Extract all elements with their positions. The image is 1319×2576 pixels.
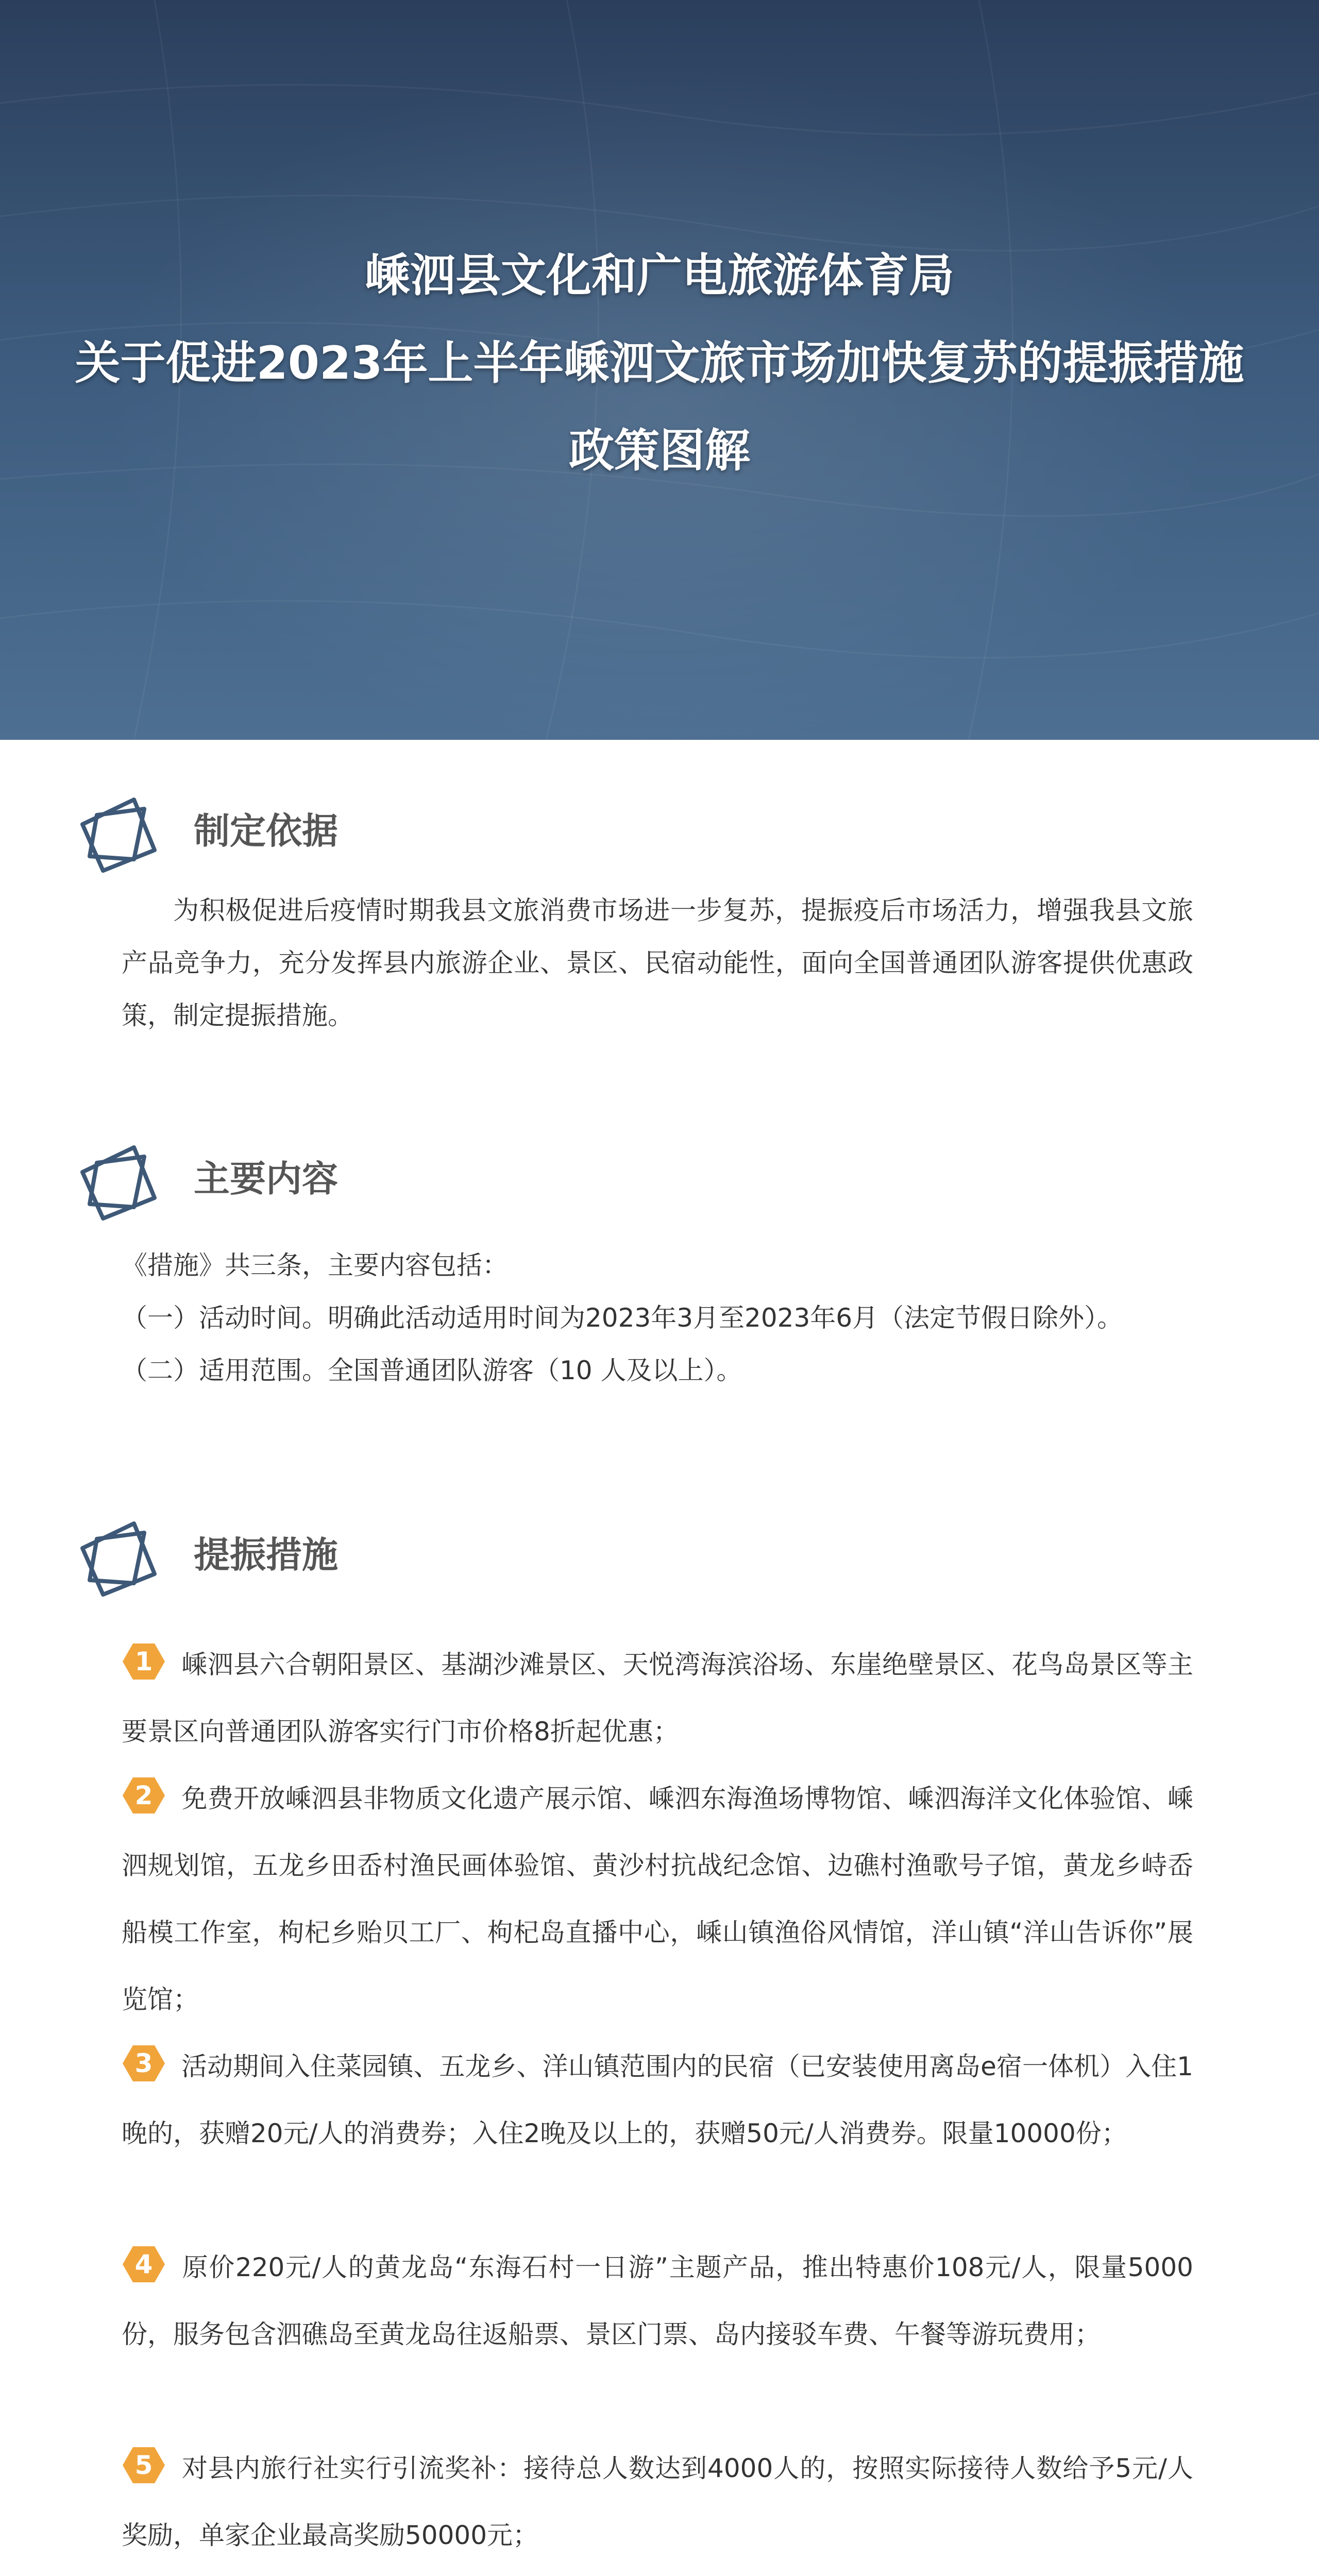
number-badge: 4 xyxy=(122,2245,166,2283)
measure-item-1 xyxy=(122,1631,1193,1765)
number-badge: 5 xyxy=(122,2446,166,2484)
measure-item-5 xyxy=(122,2435,1193,2569)
layered-frame-icon xyxy=(72,1136,165,1224)
basis-paragraph: 为积极促进后疫情时期我县文旅消费市场进一步复苏，提振疫后市场活力，增强我县文旅产品竞争力，充分发挥县内旅游企业、景区、民宿动能性，面向全国普通团队游客提供优惠政策，制定提振措施。 xyxy=(122,895,1193,1030)
measure-item-3 xyxy=(122,2033,1193,2167)
content-line-time: （一）活动时间。明确此活动适用时间为2023年3月至2023年6月（法定节假日除外）。 xyxy=(122,1303,1123,1333)
measure-text: 活动期间入住菜园镇、五龙乡、洋山镇范围内的民宿（已安装使用离岛e宿一体机）入住1晚的，获赠20元/人的消费券；入住2晚及以上的，获赠50元/人消费券。限量10000份； xyxy=(122,2052,1193,2148)
section-basis-title: 制定依据 xyxy=(194,810,338,852)
layered-frame-icon xyxy=(72,1512,165,1600)
number-badge: 1 xyxy=(122,1642,166,1681)
section-content-title: 主要内容 xyxy=(194,1158,338,1200)
banner-title-line3: 政策图解 xyxy=(568,424,750,477)
measure-text: 对县内旅行社实行引流奖补：接待总人数达到4000人的，按照实际接待人数给予5元/人奖励，单家企业最高奖励50000元； xyxy=(122,2453,1193,2550)
section-measures-title: 提振措施 xyxy=(194,1534,338,1576)
number-badge: 3 xyxy=(122,2044,166,2082)
content-line-scope: （二）适用范围。全国普通团队游客（10 人及以上）。 xyxy=(122,1355,742,1385)
measure-text: 嵊泗县六合朝阳景区、基湖沙滩景区、天悦湾海滨浴场、东崖绝壁景区、花鸟岛景区等主要景区向普通团队游客实行门市价格8折起优惠； xyxy=(122,1650,1193,1747)
number-badge: 2 xyxy=(122,1776,166,1815)
banner-title-line2: 关于促进2023年上半年嵊泗文旅市场加快复苏的提振措施 xyxy=(75,336,1244,389)
section-basis-header xyxy=(72,788,690,876)
measure-item-6 xyxy=(122,2569,1193,2576)
section-content-header xyxy=(72,1136,690,1224)
measure-text: 原价220元/人的黄龙岛“东海石村一日游”主题产品，推出特惠价108元/人，限量5000份，服务包含泗礁岛至黄龙岛往返船票、景区门票、岛内接驳车费、午餐等游玩费用； xyxy=(122,2252,1193,2349)
header-banner xyxy=(0,0,1319,740)
layered-frame-icon xyxy=(72,788,165,876)
content-line-intro: 《措施》共三条，主要内容包括： xyxy=(122,1250,508,1280)
measure-text: 免费开放嵊泗县非物质文化遗产展示馆、嵊泗东海渔场博物馆、嵊泗海洋文化体验馆、嵊泗规划馆，五龙乡田岙村渔民画体验馆、黄沙村抗战纪念馆、边礁村渔歌号子馆，黄龙乡峙岙船模工作室，枸杞乡贻贝工厂、枸杞岛直播中心，嵊山镇渔俗风情馆，洋山镇“洋山告诉你”展览馆； xyxy=(122,1784,1193,2014)
section-measures-header xyxy=(72,1512,690,1600)
measure-item-4 xyxy=(122,2234,1193,2368)
measure-item-2 xyxy=(122,1765,1193,2033)
banner-title-line1: 嵊泗县文化和广电旅游体育局 xyxy=(364,249,954,302)
